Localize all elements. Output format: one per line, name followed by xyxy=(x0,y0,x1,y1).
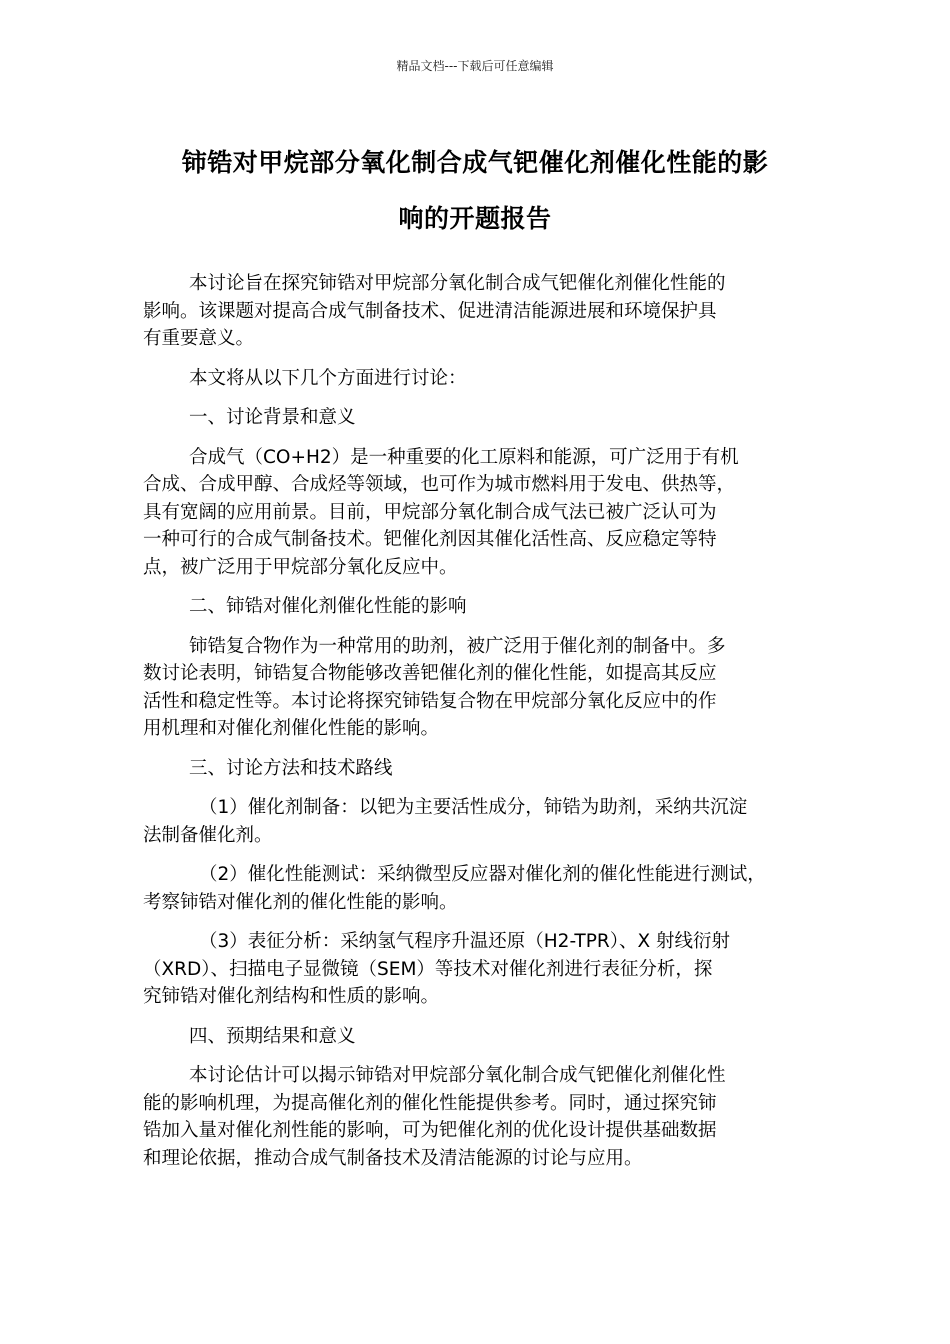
paragraph-line: （1）催化剂制备：以钯为主要活性成分，铈锆为助剂，采纳共沉淀 xyxy=(199,797,748,818)
section-heading-text: 三、讨论方法和技术路线 xyxy=(189,757,393,779)
paragraph-line: （3）表征分析：采纳氢气程序升温还原（H2-TPR）、X 射线衍射 xyxy=(199,931,731,952)
paragraph-line: 合成气（CO+H2）是一种重要的化工原料和能源，可广泛用于有机 xyxy=(189,446,739,468)
document-title xyxy=(140,135,810,247)
paragraph-line: 点，被广泛用于甲烷部分氧化反应中。 xyxy=(143,556,458,578)
document-body xyxy=(143,270,815,1184)
section-heading-text: 一、讨论背景和意义 xyxy=(189,407,356,428)
paragraph-line: 能的影响机理，为提高催化剂的催化性能提供参考。同时，通过探究铈 xyxy=(143,1092,717,1114)
paragraph-background xyxy=(143,444,815,582)
paragraph-outline xyxy=(143,365,815,393)
paragraph-method-1 xyxy=(143,794,815,849)
paragraph-line: （2）催化性能测试：采纳微型反应器对催化剂的催化性能进行测试， xyxy=(199,864,766,885)
paragraph-line: 考察铈锆对催化剂的催化性能的影响。 xyxy=(143,891,458,913)
paragraph-line: 锆加入量对催化剂性能的影响，可为钯催化剂的优化设计提供基础数据 xyxy=(143,1120,717,1141)
paragraph-line: 用机理和对催化剂催化性能的影响。 xyxy=(143,718,440,739)
paragraph-line: 合成、合成甲醇、合成烃等领域，也可作为城市燃料用于发电、供热等， xyxy=(143,474,736,495)
paragraph-line: 数讨论表明，铈锆复合物能够改善钯催化剂的催化性能，如提高其反应 xyxy=(143,663,717,684)
paragraph-method-2 xyxy=(143,861,815,916)
section-heading-2 xyxy=(143,593,815,621)
section-heading-text: 四、预期结果和意义 xyxy=(189,1025,356,1047)
paragraph-line: 活性和稳定性等。本讨论将探究铈锆复合物在甲烷部分氧化反应中的作 xyxy=(143,690,717,712)
paragraph-line: 究铈锆对催化剂结构和性质的影响。 xyxy=(143,986,440,1007)
paragraph-line: 铈锆复合物作为一种常用的助剂，被广泛用于催化剂的制备中。多 xyxy=(189,635,726,657)
section-heading-1 xyxy=(143,404,815,432)
paragraph-line: 和理论依据，推动合成气制备技术及清洁能源的讨论与应用。 xyxy=(143,1147,643,1169)
paragraph-line: 本讨论旨在探究铈锆对甲烷部分氧化制合成气钯催化剂催化性能的 xyxy=(189,273,726,294)
section-heading-3 xyxy=(143,755,815,783)
paragraph-expected xyxy=(143,1062,815,1172)
paragraph-line: 本讨论估计可以揭示铈锆对甲烷部分氧化制合成气钯催化剂催化性 xyxy=(189,1065,726,1086)
paragraph-line: 具有宽阔的应用前景。目前，甲烷部分氧化制合成气法已被广泛认可为 xyxy=(143,501,717,523)
paragraph-method-3 xyxy=(143,928,815,1011)
paragraph-line: 影响。该课题对提高合成气制备技术、促进清洁能源进展和环境保护具 xyxy=(143,300,717,322)
paragraph-line: （XRD）、扫描电子显微镜（SEM）等技术对催化剂进行表征分析，探 xyxy=(143,958,713,980)
title-line-2: 响的开题报告 xyxy=(398,204,552,233)
paragraph-intro xyxy=(143,270,815,353)
header-note: 精品文档---下载后可任意编辑 xyxy=(396,59,554,73)
paragraph-line: 一种可行的合成气制备技术。钯催化剂因其催化活性高、反应稳定等特 xyxy=(143,529,717,550)
section-heading-4 xyxy=(143,1023,815,1051)
paragraph-line: 法制备催化剂。 xyxy=(143,824,273,846)
title-line-1: 铈锆对甲烷部分氧化制合成气钯催化剂催化性能的影 xyxy=(181,148,769,177)
section-heading-text: 二、铈锆对催化剂催化性能的影响 xyxy=(189,596,467,617)
paragraph-influence xyxy=(143,633,815,743)
paragraph-line: 有重要意义。 xyxy=(143,328,255,349)
paragraph-line: 本文将从以下几个方面进行讨论： xyxy=(189,367,467,389)
